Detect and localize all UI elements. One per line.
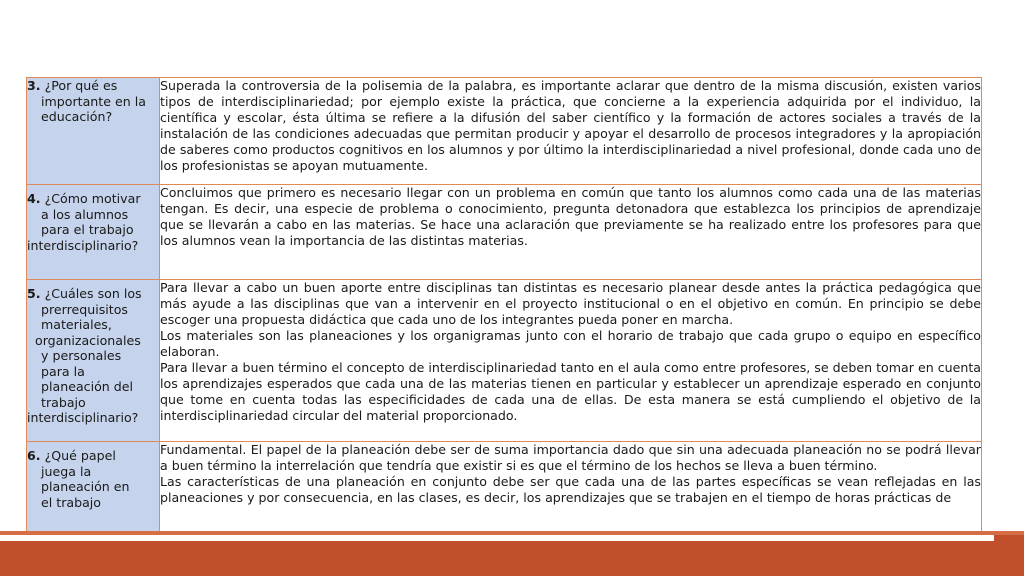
question-number: 6. [27, 448, 41, 463]
question-cell [27, 442, 160, 535]
question-line: 4. ¿Cómo motivar [27, 191, 141, 206]
question-line: prerrequisitos [41, 301, 128, 317]
question-number: 4. [27, 191, 41, 206]
qa-table [26, 77, 982, 535]
footer-band-highlight [0, 535, 994, 541]
question-cell [27, 185, 160, 280]
answer-cell [160, 185, 982, 280]
question-line: educación? [41, 109, 113, 124]
question-cell [27, 78, 160, 185]
question-line: juega la [41, 463, 92, 479]
answer-paragraph: Para llevar a buen término el concepto de interdisciplinariedad tanto en el aula como entre profesores, se deben tomar en cuenta los aprendizajes esperados que cada una de las materias tienen en particular y establecer un aprendizaje esperado en conjunto que tome en cuenta todas las especificidades de cada una de ellas. De esta manera se está cumpliendo el objetivo de la interdisciplinariedad circular del material proporcionado. [160, 360, 981, 423]
answer-paragraph: Las características de una planeación en conjunto debe ser que cada una de las partes específicas se vean reflejadas en las planeaciones y por consecuencia, en las clases, es decir, los aprendizajes que se trabajen en el tiempo de horas prácticas de [160, 474, 981, 505]
question-number: 3. [27, 78, 41, 93]
question-line: 5. ¿Cuáles son los [27, 286, 142, 301]
question-line: el trabajo [41, 494, 101, 510]
table-row [27, 78, 982, 185]
question-line: 6. ¿Qué papel [27, 448, 116, 463]
answer-cell [160, 442, 982, 535]
question-cell [27, 280, 160, 442]
question-line: 3. ¿Por qué es [27, 78, 118, 93]
question-line: importante en la [41, 93, 146, 109]
question-line: a los alumnos [41, 206, 129, 222]
question-line: planeación en [41, 479, 130, 494]
answer-paragraph: Para llevar a cabo un buen aporte entre disciplinas tan distintas es necesario planear desde antes la práctica pedagógica que más ayude a las disciplinas que van a intervenir en el proyecto institucional o en el objetivo en común. En principio se debe escoger una propuesta didáctica que cada uno de los integrantes pueda poner en marcha. [160, 280, 981, 327]
question-line: y personales [41, 348, 122, 363]
question-line: interdisciplinario? [27, 237, 139, 253]
question-line: planeación del [41, 379, 134, 394]
question-number: 5. [27, 286, 41, 301]
answer-paragraph: Concluimos que primero es necesario llegar con un problema en común que tanto los alumnos como cada una de las materias tengan. Es decir, una especie de problema o conocimiento, pregunta detonadora que establezca los principios de aprendizaje que se llevarán a cabo en las materias. Se hace una aclaración que previamente se ha realizado entre los profesores para que los alumnos vean la importancia de las distintas materias. [160, 185, 981, 248]
table-row [27, 280, 982, 442]
table-row [27, 442, 982, 535]
answer-cell [160, 280, 982, 442]
question-line: para la [41, 363, 85, 379]
answer-paragraph: Los materiales son las planeaciones y los organigramas junto con el horario de trabajo que cada grupo o equipo en específico elaboran. [160, 328, 981, 359]
question-line: organizacionales [35, 332, 141, 348]
footer-band [0, 535, 1024, 576]
answer-paragraph: Superada la controversia de la polisemia de la palabra, es importante aclarar que dentro de la misma discusión, existen varios tipos de interdisciplinariedad; por ejemplo existe la práctica, que concierne a la experiencia adquirida por el individuo, la científica y escolar, ésta última se refiere a la difusión del saber científico y la formación de actores sociales a través de la instalación de las condiciones adecuadas que permitan producir y apoyar el desarrollo de procesos integradores y la apropiación de saberes como productos cognitivos en los alumnos y por último la interdisciplinariedad a nivel profesional, donde cada uno de los profesionistas se apoyan mutuamente. [160, 78, 981, 173]
table-row [27, 185, 982, 280]
question-line: para el trabajo [41, 222, 134, 237]
answer-cell [160, 78, 982, 185]
question-line: interdisciplinario? [27, 410, 139, 425]
answer-paragraph: Fundamental. El papel de la planeación debe ser de suma importancia dado que sin una adecuada planeación no se podrá llevar a buen término la interrelación que tendría que existir si es que el término de los hechos se lleva a buen término. [160, 442, 981, 473]
question-line: trabajo [41, 394, 86, 410]
answer-clip [160, 442, 981, 524]
question-line: materiales, [41, 317, 112, 332]
